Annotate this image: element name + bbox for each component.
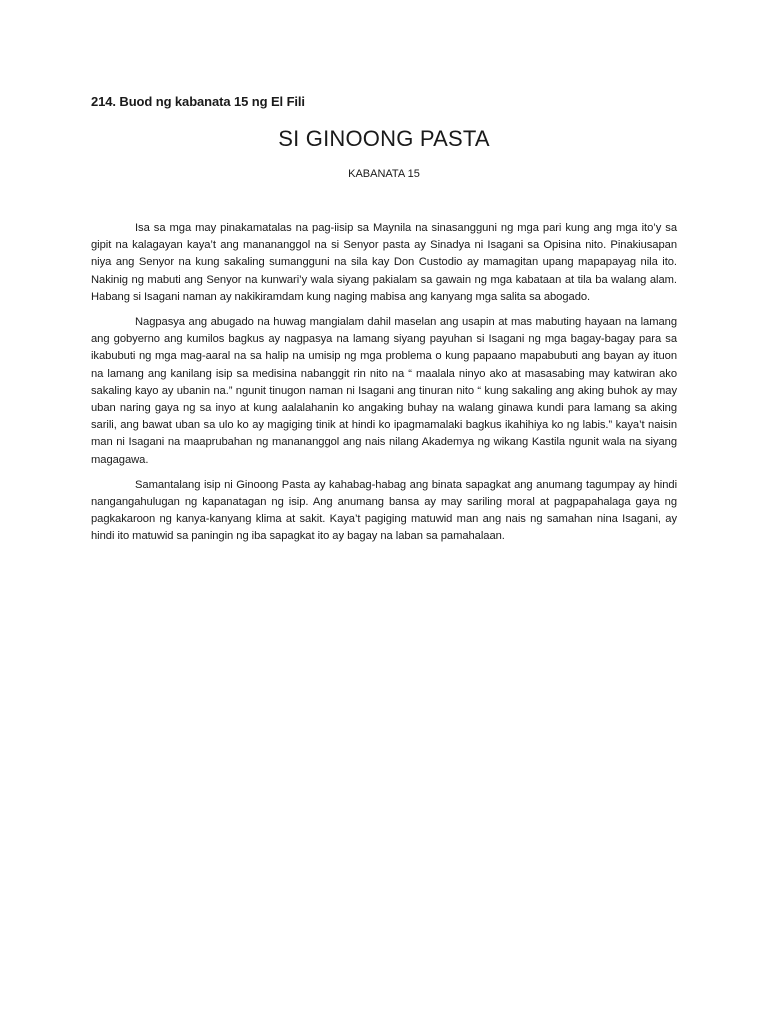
document-heading: 214. Buod ng kabanata 15 ng El Fili xyxy=(91,94,305,109)
document-body xyxy=(91,220,677,554)
body-paragraph: Isa sa mga may pinakamatalas na pag-iisip sa Maynila na sinasangguni ng mga pari kung ang mga ito’y sa gipit na kalagayan kaya’t ang manananggol na si Senyor pasta ay Sinadya ni Isagani sa Opisina nito. Pinakiusapan niya ang Senyor na kung sakaling sumangguni na sila kay Don Custodio ay mamagitan upang mapapayag nila ito. Nakinig ng mabuti ang Senyor na kunwari’y wala siyang pakialam sa gawain ng mga kabataan at tila ba walang alam. Habang si Isagani naman ay nakikiramdam kung naging mabisa ang kanyang mga salita sa abogado. xyxy=(91,222,677,303)
body-paragraph: Samantalang isip ni Ginoong Pasta ay kahabag-habag ang binata sapagkat ang anumang tagumpay ay hindi nangangahulugan ng kapanatagan ng isip. Ang anumang bansa ay may sariling moral at pagpapahalaga gaya ng pagkakaroon ng kanya-kanyang klima at sakit. Kaya’t pagiging matuwid man ang nais ng samahan nina Isagani, ay hindi ito matuwid sa paningin ng iba sapagkat ito ay bagay na laban sa pamahalaan. xyxy=(91,478,677,543)
chapter-label: KABANATA 15 xyxy=(348,168,420,180)
document-title: SI GINOONG PASTA xyxy=(278,126,490,151)
body-paragraph: Nagpasya ang abugado na huwag mangialam dahil maselan ang usapin at mas mabuting hayaan na lamang ang gobyerno ang kumilos bagkus ay nagpasya na lamang siyang payuhan si Isagani ng mga bagay-bagay para sa ikabubuti ng mga mag-aaral na sa halip na umisip ng mga problema o kung papaano mapabubuti ang bayan ay ituon na lamang ang kanilang isip sa medisina nabanggit rin nito na “ maalala ninyo ako at masasabing may katwiran ako sakaling kayo ay ubanin na.” ngunit tinugon naman ni Isagani ang tinuran nito “ kung sakaling ang aking buhok ay may uban naring gaya ng sa inyo at kung aalalahanin ko angaking buhay na walang ginawa kundi para lamang sa aking sarili, ang bawat uban sa ulo ko ay magiging tinik at hindi ko ipagmamalaki bagkus ikahihiya ko ng labis.” kaya’t naisin man ni Isagani na maaprubahan ng manananggol ang nais nilang Akademya ng wikang Kastila ngunit wala na siyang magagawa. xyxy=(91,316,677,466)
